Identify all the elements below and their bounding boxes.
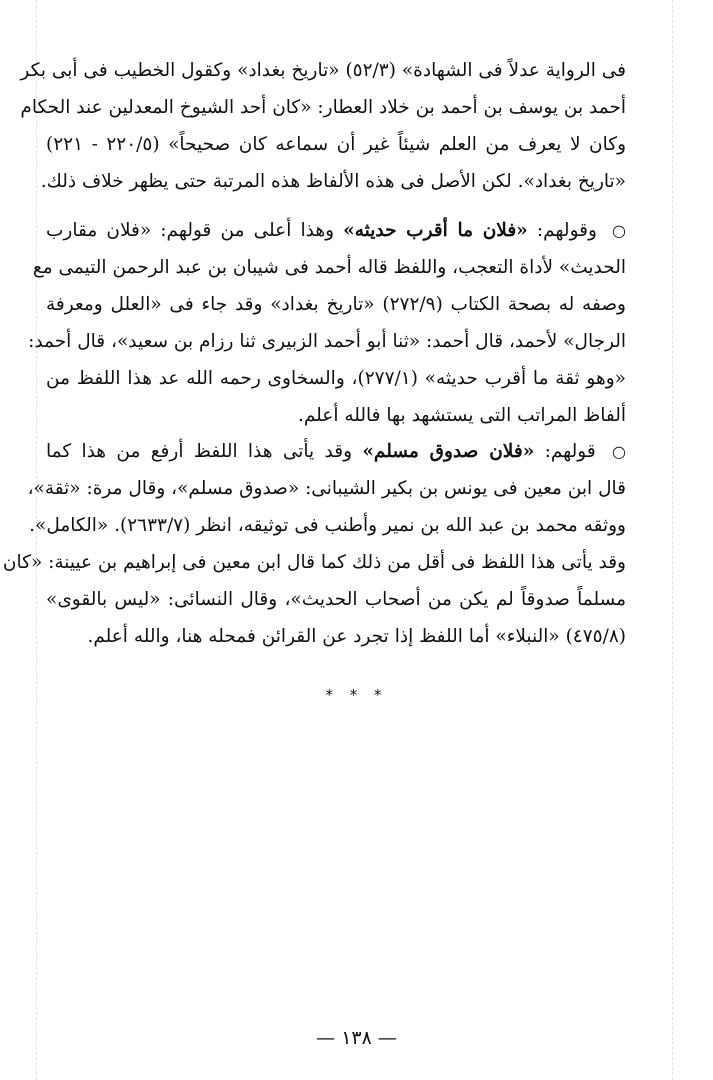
scan-artifact-line [672,0,673,1080]
text-segment: وهذا أعلى من قولهم: «فلان مقارب [46,220,335,241]
text-line: ووثقه محمد بن عبد الله بن نمير وأطنب فى توثيقه، انظر (٢٦٣٣/٧). «الكامل». [29,515,626,536]
section-separator: * * * [325,686,388,704]
paragraph-2-first-line [46,212,626,249]
text-line: مسلماً صدوقاً لم يكن من أصحاب الحديث»، وقال النسائى: «ليس بالقوى» [46,589,626,610]
circle-bullet-icon: ○ [612,221,626,240]
text-line: أحمد بن يوسف بن أحمد بن خلاد العطار: «كان أحد الشيوخ المعدلين عند الحكام [20,97,626,118]
lead-word: قولهم: [544,441,596,462]
text-line: قال ابن معين فى يونس بن بكير الشيبانى: «صدوق مسلم»، وقال مرة: «ثقة»، [27,478,626,499]
text-line: وقد يأتى هذا اللفظ فى أقل من ذلك كما قال ابن معين فى إبراهيم بن عيينة: «كان [2,552,626,573]
circle-bullet-icon: ○ [612,442,627,461]
text-line: «تاريخ بغداد». لكن الأصل فى هذه الألفاظ هذه المرتبة حتى يظهر خلاف ذلك. [40,171,626,192]
text-line: وصفه له بصحة الكتاب (٢٧٢/٩) «تاريخ بغداد» وقد جاء فى «العلل ومعرفة [46,294,626,315]
text-line: وكان لا يعرف من العلم شيئاً غير أن سماعه كان صحيحاً» (٢٢٠/٥ - ٢٢١) [46,134,627,155]
text-line: ألفاظ المراتب التى يستشهد بها فالله أعلم. [297,405,626,426]
bold-term: «فلان ما أقرب حديثه» [343,220,528,241]
text-line: (٤٧٥/٨) «النبلاء» أما اللفظ إذا تجرد عن القرائن فمحله هنا، والله أعلم. [87,626,626,647]
text-segment: وقد يأتى هذا اللفظ أرفع من هذا كما [46,441,353,462]
bold-term: «فلان صدوق مسلم» [362,441,535,462]
text-line: «وهو ثقة ما أقرب حديثه» (٢٧٧/١)، والسخاوى رحمه الله عد هذا اللفظ من [46,368,626,389]
paragraph-3-first-line [46,433,626,470]
text-line: الرجال» لأحمد، قال أحمد: «ثنا أبو أحمد الزبيرى ثنا رزام بن سعيد»، قال أحمد: [28,331,626,352]
paragraph-1 [20,52,627,200]
paragraph-2 [28,212,626,434]
page-number: — ١٣٨ — [316,1027,397,1049]
paragraph-3 [2,433,627,655]
lead-word: وقولهم: [536,220,597,241]
text-line: الحديث» لأداة التعجب، واللفظ قاله أحمد فى شيبان بن عبد الرحمن التيمى مع [32,257,626,278]
text-line: فى الرواية عدلاً فى الشهادة» (٥٢/٣) «تاريخ بغداد» وكقول الخطيب فى أبى بكر [20,60,626,81]
